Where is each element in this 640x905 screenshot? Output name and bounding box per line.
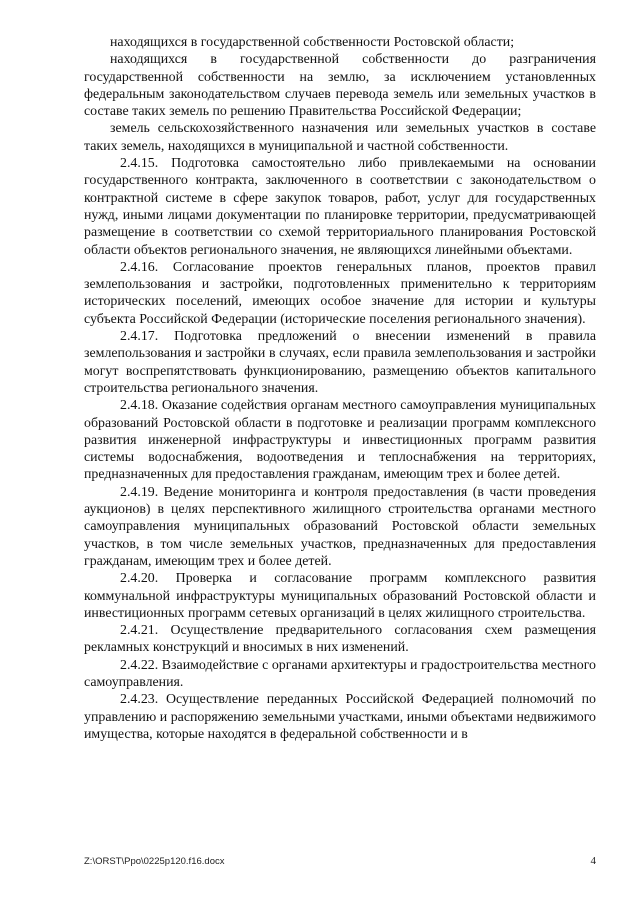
paragraph-agricultural-land: земель сельскохозяйственного назначения или земельных участков в составе таких земель, находящихся в муниципальной и частной собственности.: [84, 121, 596, 154]
clause-2-4-20: 2.4.20. Проверка и согласование программ комплексного развития коммунальной инфраструктуры муниципальных образований Ростовской области и инвестиционных программ сетевых организаций в целях жилищного строительства.: [84, 571, 596, 621]
clause-2-4-21: 2.4.21. Осуществление предварительного согласования схем размещения рекламных конструкций и вносимых в них изменений.: [84, 623, 596, 656]
footer-file-path: Z:\ORST\Ppo\0225p120.f16.docx: [84, 856, 225, 867]
clause-2-4-18: 2.4.18. Оказание содействия органам местного самоуправления муниципальных образований Ростовской области в подготовке и реализации программ комплексного развития инженерной инфраструктуры и инвестиционных программ развития системы водоснабжения, водоотведения и теплоснабжения на территориях, предназначенных для предоставления гражданам, имеющим трех и более детей.: [84, 398, 596, 483]
paragraph-state-property: находящихся в государственной собственности Ростовской области;: [110, 35, 515, 50]
page-number: 4: [590, 855, 596, 867]
paragraph-undelimited-property: находящихся в государственной собственности до разграничения государственной собственности на землю, за исключением установленных федеральным законодательством случаев перевода земель или земельных участков в составе таких земель по решению Правительства Российской Федерации;: [84, 52, 596, 120]
clause-2-4-16: 2.4.16. Согласование проектов генеральных планов, проектов правил землепользования и застройки, подготовленных применительно к территориям исторических поселений, имеющих особое значение для истории и культуры субъекта Российской Федерации (исторические поселения регионального значения).: [84, 259, 596, 327]
clause-2-4-17: 2.4.17. Подготовка предложений о внесении изменений в правила землепользования и застройки в случаях, если правила землепользования и застройки могут воспрепятствовать функционированию, размещению объектов капитального строительства регионального значения.: [84, 329, 596, 396]
clause-2-4-19: 2.4.19. Ведение мониторинга и контроля предоставления (в части проведения аукционов) в целях перспективного жилищного строительства органами местного самоуправления муниципальных образований Ростовской области земельных участков, в том числе земельных участков, предназначенных для предоставления гражданам, имеющим трех и более детей.: [84, 484, 596, 569]
clause-2-4-22: 2.4.22. Взаимодействие с органами архитектуры и градостроительства местного самоуправления.: [84, 657, 596, 690]
clause-2-4-23: 2.4.23. Осуществление переданных Российской Федерацией полномочий по управлению и распоряжению земельными участками, иными объектами недвижимого имущества, которые находятся в федеральной собственности и в: [84, 692, 596, 742]
document-body: [84, 34, 596, 743]
clause-2-4-15: 2.4.15. Подготовка самостоятельно либо привлекаемыми на основании государственного контракта, заключенного в соответствии с законодательством о контрактной системе в сфере закупок товаров, работ, услуг для государственных нужд, иными лицами документации по планировке территории, предусматривающей размещение в соответствии со схемой территориального планирования Ростовской области объектов регионального значения, не являющихся линейными объектами.: [84, 156, 596, 258]
